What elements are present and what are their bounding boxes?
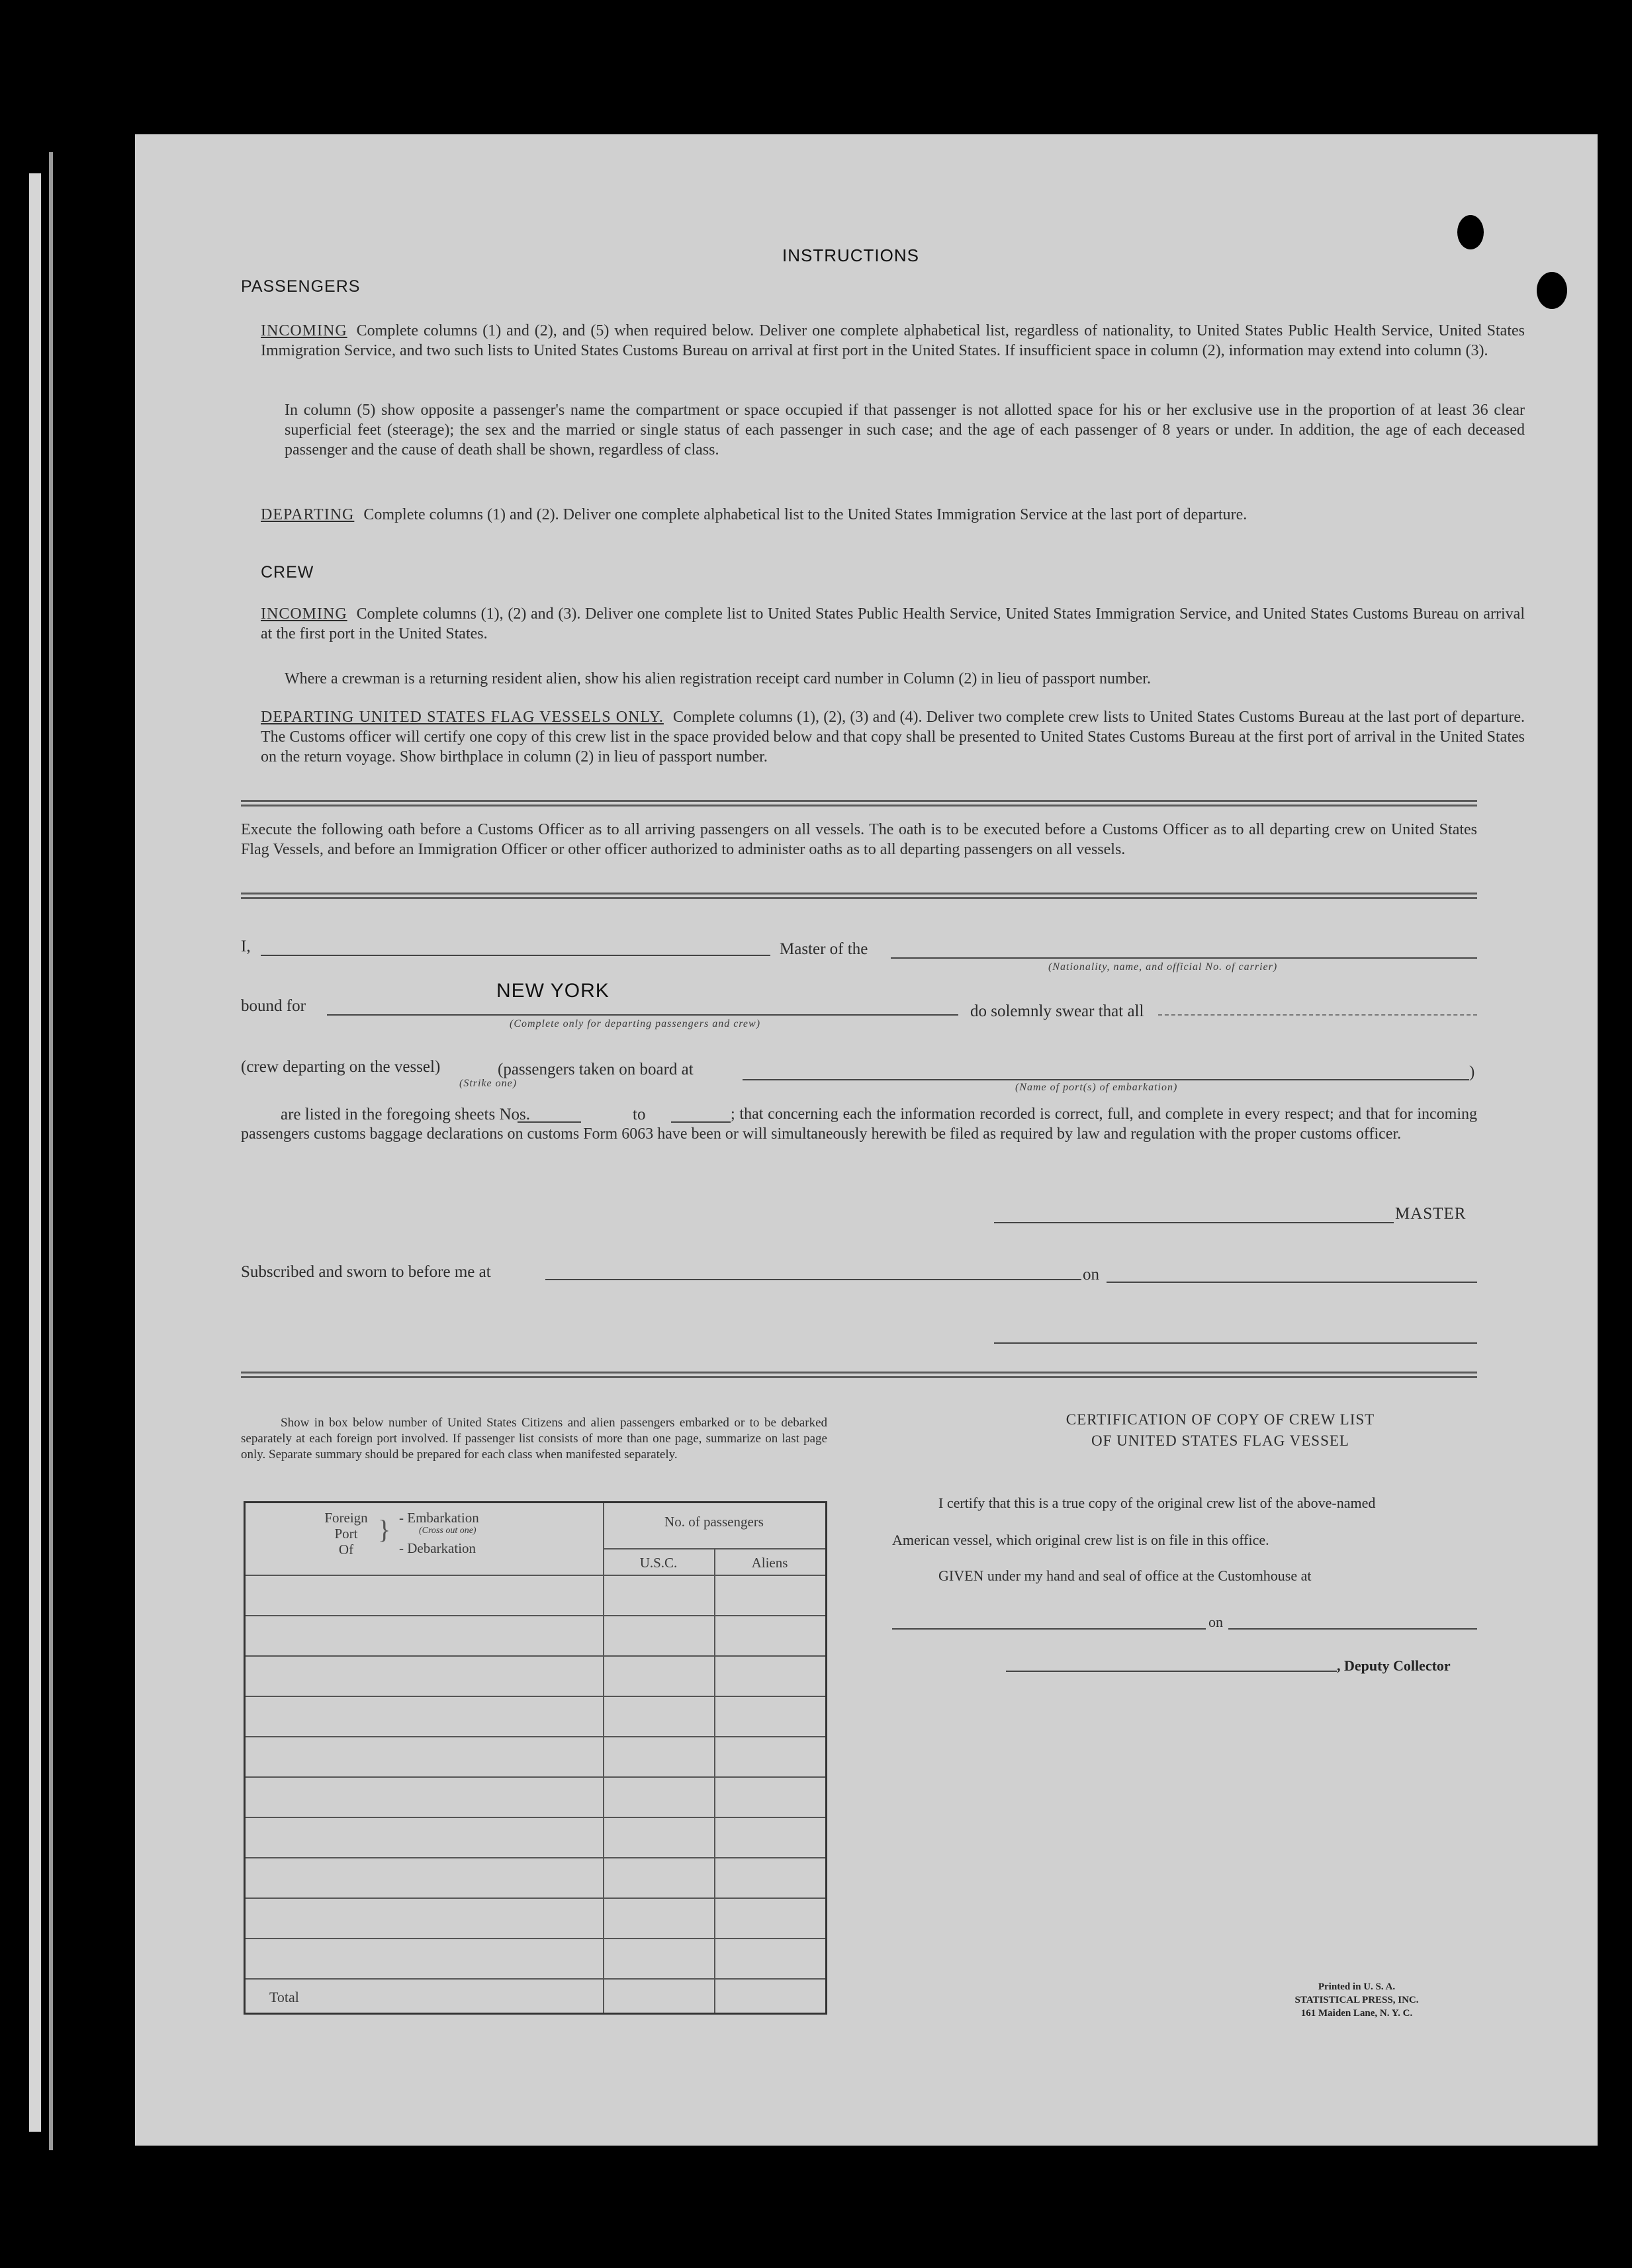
passengers-column5-text: In column (5) show opposite a passenger's name the compartment or space occupied if that passenger is not allotted space for his or her exclusive use in the proportion of at least 36 clear superficial feet (steerage); the sex and the married or single status of each passenger in such case; and the age of each passenger of 8 years or under. In addition, the age of each deceased passenger and the cause of death shall be shown, regardless of class. [285, 402, 1525, 458]
certification-title-line2: OF UNITED STATES FLAG VESSEL [1091, 1432, 1349, 1449]
divider [241, 800, 1477, 807]
swear-line [1158, 1014, 1477, 1016]
passengers-incoming-paragraph [261, 321, 1525, 361]
deputy-signature-field[interactable] [1006, 1671, 1337, 1672]
summary-instruction: Show in box below number of United States Citizens and alien passengers embarked or to be debarked separately at each foreign port involved. If passenger list consists of more than one page, summarize on last page only. Separate summary should be prepared for each class when manifested separately. [241, 1416, 827, 1461]
film-edge-line [49, 152, 53, 2150]
carrier-hint: (Nationality, name, and official No. of carrier) [1048, 961, 1278, 973]
brace-icon: } [378, 1514, 391, 1544]
ports-hint: (Name of port(s) of embarkation) [1015, 1082, 1178, 1093]
crew-departing-paragraph [261, 707, 1525, 767]
crew-departing-option[interactable]: (crew departing on the vessel) [241, 1058, 441, 1076]
table-row [246, 1938, 825, 1939]
bound-for-hint: (Complete only for departing passengers and crew) [510, 1018, 761, 1029]
close-paren: ) [1469, 1063, 1475, 1081]
table-row [246, 1655, 825, 1657]
incoming-label: INCOMING [261, 322, 347, 339]
certification-title-line1: CERTIFICATION OF COPY OF CREW LIST [1065, 1411, 1375, 1428]
port-header-line: Port [334, 1526, 358, 1542]
crew-resident-text: Where a crewman is a returning resident alien, show his alien registration receipt card number in Column (2) in lieu of passport number. [285, 670, 1151, 687]
passengers-departing-paragraph [261, 505, 1525, 525]
debarkation-header: - Debarkation [399, 1540, 476, 1556]
table-divider [603, 1548, 825, 1549]
port-header [320, 1510, 373, 1557]
crew-departing-text: Complete columns (1), (2), (3) and (4). Deliver two complete crew lists to United States Customs Bureau at the last port of departure. The Customs officer will certify one copy of this crew list in the space provided below and that copy shall be presented to United States Customs Bureau at the first port of arrival in the United States on the return voyage. Show birthplace in column (2) in lieu of passport number. [261, 709, 1525, 765]
departing-us-flag-label: DEPARTING UNITED STATES FLAG VESSELS ONLY. [261, 709, 664, 726]
officer-signature-field[interactable] [994, 1342, 1477, 1344]
aliens-header: Aliens [751, 1555, 788, 1571]
departing-label: DEPARTING [261, 506, 355, 523]
sworn-on-label: on [1083, 1266, 1099, 1284]
to-label: to [633, 1106, 646, 1123]
table-row [246, 1696, 825, 1697]
table-row [246, 1776, 825, 1778]
strike-one-hint: (Strike one) [459, 1078, 518, 1089]
divider [241, 1372, 1477, 1378]
printer-imprint [1251, 1980, 1463, 2020]
embarkation-ports-field[interactable] [743, 1079, 1469, 1080]
embarkation-header: - Embarkation [399, 1510, 479, 1526]
oath-intro: Execute the following oath before a Customs Officer as to all arriving passengers on all vessels. The oath is to be executed before a Customs Officer as to all departing crew on United States Flag Vessels, and before an Immigration Officer or other officer authorized to administer oaths as to all departing passengers on all vessels. [241, 821, 1477, 858]
passengers-count-header: No. of passengers [664, 1514, 764, 1530]
table-row [246, 1817, 825, 1818]
subscribed-label: Subscribed and sworn to before me at [241, 1263, 491, 1281]
ink-blot [1537, 272, 1567, 309]
ink-blot [1457, 215, 1484, 249]
passengers-taken-option[interactable]: (passengers taken on board at [498, 1061, 694, 1078]
table-divider [714, 1549, 715, 2013]
certify-text-cont: American vessel, which original crew list is on file in this office. [892, 1532, 1269, 1548]
sworn-place-field[interactable] [545, 1279, 1081, 1280]
table-row [246, 1615, 825, 1616]
customhouse-field[interactable] [892, 1628, 1206, 1630]
master-of-label: Master of the [780, 940, 868, 958]
passenger-summary-table [244, 1501, 827, 2015]
total-label: Total [269, 1989, 299, 2005]
incoming-label: INCOMING [261, 605, 347, 623]
bound-for-label: bound for [241, 997, 306, 1015]
port-header-line: Of [338, 1542, 354, 1557]
cert-on-label: on [1208, 1614, 1223, 1630]
passengers-heading: PASSENGERS [241, 277, 361, 296]
master-signature-field[interactable] [994, 1222, 1394, 1223]
sworn-date-field[interactable] [1107, 1282, 1477, 1283]
oath-statement: ; that concerning each the information recorded is correct, full, and complete in every respect; and that for incoming passengers customs baggage declarations on customs Form 6063 have been or will simultaneously herewith be filed as required by law and regulation with the proper customs officer. [241, 1106, 1477, 1143]
sheets-label: are listed in the foregoing sheets Nos. [281, 1106, 530, 1123]
instructions-title: INSTRUCTIONS [782, 245, 919, 265]
printer-line: 161 Maiden Lane, N. Y. C. [1300, 2008, 1413, 2019]
table-row [246, 1736, 825, 1737]
table-row [246, 1857, 825, 1858]
deputy-collector-label: , Deputy Collector [1337, 1657, 1451, 1674]
printer-line: Printed in U. S. A. [1318, 1982, 1396, 1992]
table-row [246, 1897, 825, 1899]
table-divider [603, 1503, 604, 2013]
crew-incoming-paragraph [261, 604, 1525, 644]
bound-for-value: NEW YORK [496, 980, 610, 1002]
port-header-line: Foreign [324, 1510, 368, 1526]
crew-incoming-text: Complete columns (1), (2) and (3). Deliver one complete list to United States Public Health Service, United States Immigration Service, and United States Customs Bureau on arrival at the first port in the United States. [261, 605, 1525, 642]
cross-out-hint: (Cross out one) [419, 1526, 476, 1536]
usc-header: U.S.C. [639, 1555, 678, 1571]
cert-date-field[interactable] [1228, 1628, 1477, 1630]
bound-for-field[interactable] [327, 1014, 958, 1016]
swear-label: do solemnly swear that all [970, 1002, 1144, 1020]
master-label: MASTER [1395, 1205, 1467, 1223]
passengers-incoming-text: Complete columns (1) and (2), and (5) when required below. Deliver one complete alphabetical list, regardless of nationality, to United States Public Health Service, United States Immigration Service, and two such lists to United States Customs Bureau on arrival at first port in the United States. If insufficient space in column (2), information may extend into column (3). [261, 322, 1525, 359]
table-row [246, 1978, 825, 1980]
printer-line: STATISTICAL PRESS, INC. [1294, 1995, 1419, 2005]
oath-i-label: I, [241, 938, 251, 955]
form-sheet [135, 134, 1598, 2146]
master-name-field[interactable] [261, 955, 770, 956]
passengers-departing-text: Complete columns (1) and (2). Deliver one complete alphabetical list to the United States Immigration Service at the last port of departure. [363, 506, 1247, 523]
given-text: GIVEN under my hand and seal of office at the Customhouse at [938, 1567, 1312, 1584]
film-edge-strip [29, 173, 41, 2132]
certify-text: I certify that this is a true copy of the original crew list of the above-named [938, 1495, 1376, 1511]
crew-heading: CREW [261, 563, 314, 582]
carrier-field[interactable] [891, 957, 1477, 959]
divider [241, 893, 1477, 899]
table-row [246, 1575, 825, 1576]
